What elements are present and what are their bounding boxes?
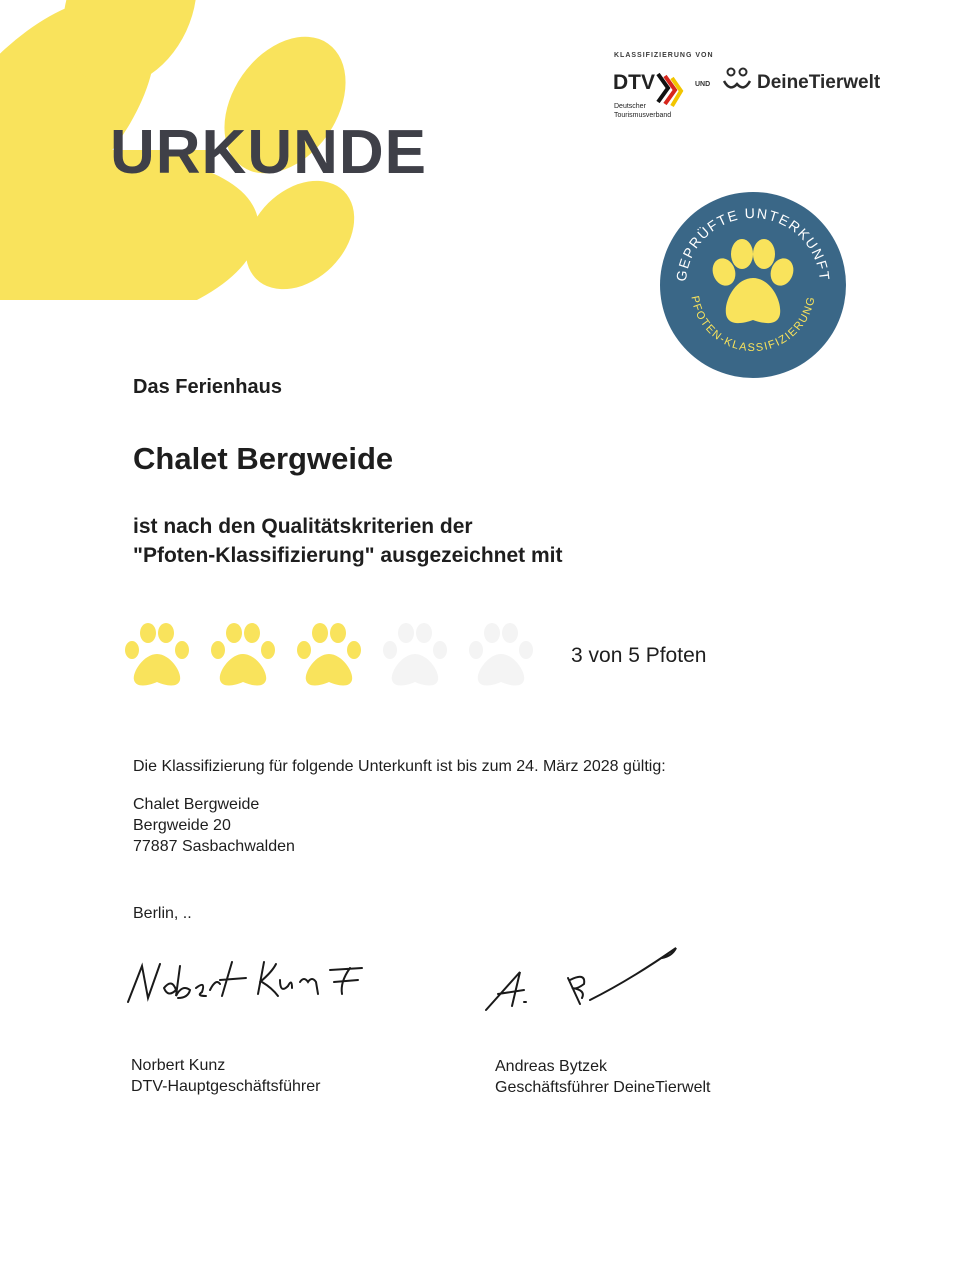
validity-text: Die Klassifizierung für folgende Unterkunft ist bis zum 24. März 2028 gültig: <box>133 758 666 775</box>
signer-2-role: Geschäftsführer DeineTierwelt <box>495 1079 711 1096</box>
logo-header-text: KLASSIFIZIERUNG VON <box>614 52 714 59</box>
paw-filled-icon <box>211 623 275 686</box>
deinetierwelt-face-icon <box>721 66 755 98</box>
seal-bottom-text: PFOTEN-KLASSIFIZIERUNG <box>688 294 818 355</box>
place-date: Berlin, .. <box>133 905 192 922</box>
paw-filled-icon <box>297 623 361 686</box>
paw-filled-icon <box>125 623 189 686</box>
certificate-title: URKUNDE <box>110 118 427 187</box>
deinetierwelt-logo-text: DeineTierwelt <box>757 72 881 93</box>
dtv-subtitle <box>614 102 671 120</box>
classification-seal <box>658 190 848 380</box>
statement-line-2: "Pfoten-Klassifizierung" ausgezeichnet mit <box>133 544 563 567</box>
logo-connector: UND <box>695 81 711 88</box>
address-street: Bergweide 20 <box>133 817 231 834</box>
house-type: Das Ferienhaus <box>133 376 282 398</box>
rating-text: 3 von 5 Pfoten <box>571 644 707 667</box>
signer-2-name: Andreas Bytzek <box>495 1058 608 1075</box>
seal-top-text: GEPRÜFTE UNTERKUNFT <box>672 204 834 283</box>
statement-line-1: ist nach den Qualitätskriterien der <box>133 515 473 538</box>
paw-empty-icon <box>469 623 533 686</box>
dtv-subtitle-line1: Deutscher <box>614 103 646 110</box>
address-city: 77887 Sasbachwalden <box>133 838 295 855</box>
signer-1-role: DTV-Hauptgeschäftsführer <box>131 1078 321 1095</box>
dtv-subtitle-line2: Tourismusverband <box>614 112 672 119</box>
paw-rating <box>120 618 550 698</box>
dtv-logo-text: DTV <box>613 71 655 94</box>
signature-norbert-kunz <box>120 950 380 1020</box>
paw-empty-icon <box>383 623 447 686</box>
address-name: Chalet Bergweide <box>133 796 260 813</box>
property-name: Chalet Bergweide <box>133 441 394 476</box>
signer-1-name: Norbert Kunz <box>131 1057 226 1074</box>
signature-andreas-bytzek <box>480 940 700 1020</box>
